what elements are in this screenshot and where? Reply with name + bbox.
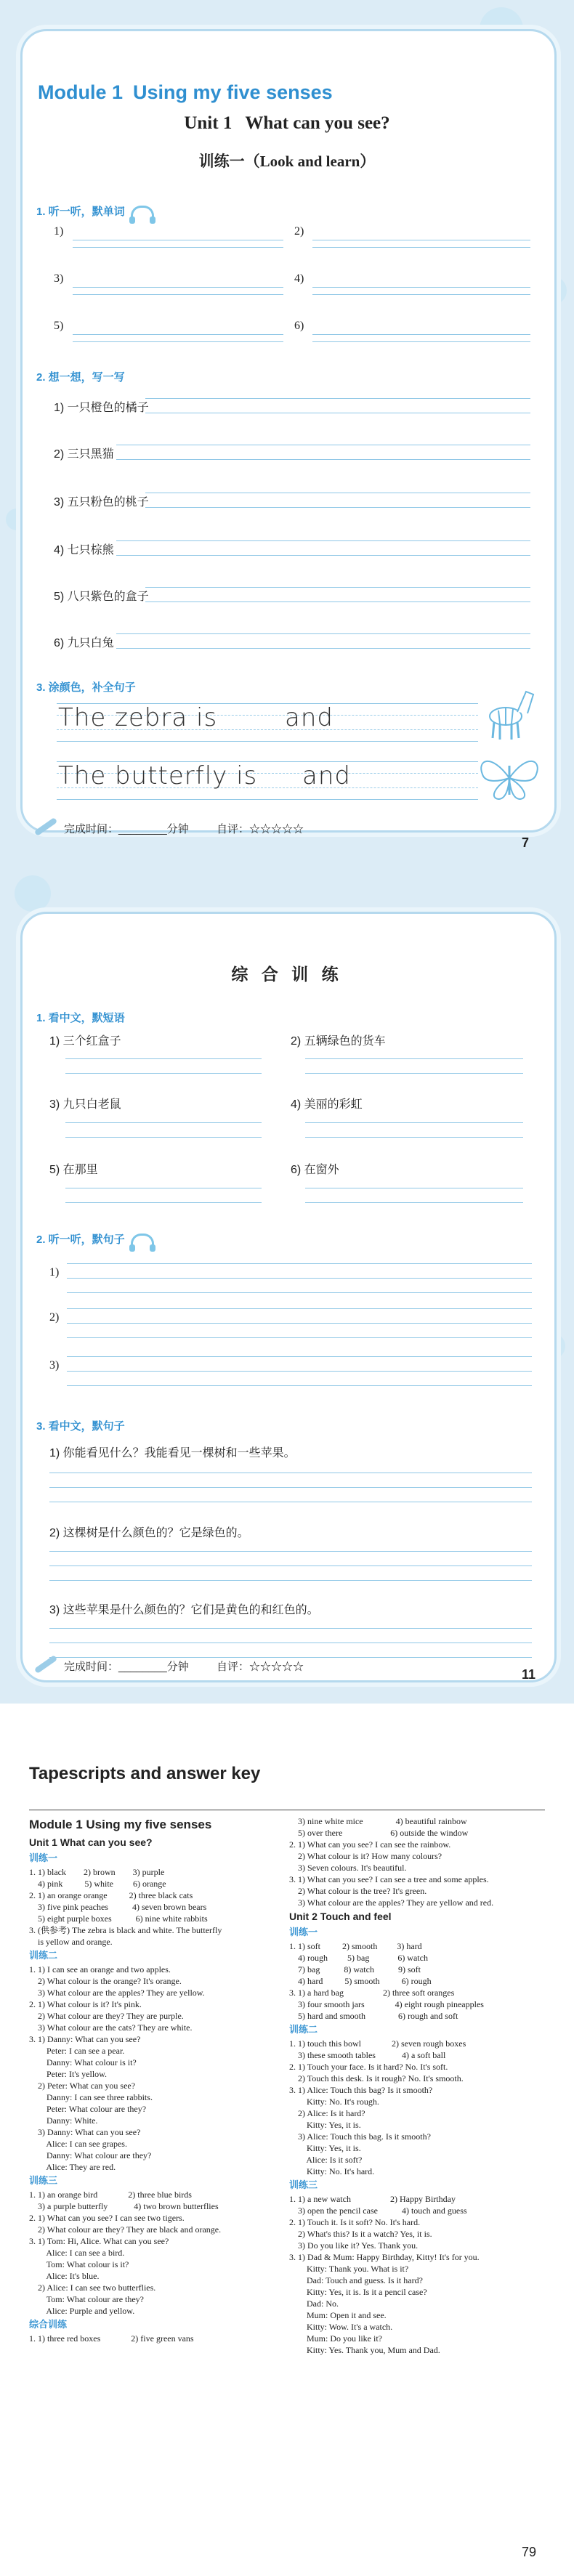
worksheet-page-7 [0, 0, 574, 868]
sentence-butterfly-start: The butterfly is [58, 761, 258, 790]
answer-line[interactable] [145, 587, 530, 588]
zebra-icon [484, 681, 539, 742]
phrase-prompt: 2) 五辆绿色的货车 [291, 1035, 386, 1048]
answer-line[interactable] [49, 1628, 532, 1629]
answer-line[interactable] [116, 540, 530, 541]
dictation-number: 3) [54, 272, 64, 285]
dictation-number: 4) [294, 272, 304, 285]
sentence-prompt: 3) 这些苹果是什么颜色的？它们是黄色的和红色的。 [49, 1604, 319, 1616]
section2-heading: 2. 想一想，写一写 [36, 371, 125, 384]
answer-line-text: 2) What colour is it? How many colours? [289, 1851, 442, 1861]
answer-line[interactable] [73, 334, 283, 335]
self-rating: 自评：☆☆☆☆☆ [217, 1661, 304, 1673]
answer-line-text: 1. 1) three red boxes 2) five green vans [29, 2333, 194, 2344]
answer-line-text: 4) rough 5) bag 6) watch [289, 1953, 428, 1963]
answer-line-text: is yellow and orange. [29, 1937, 113, 1947]
answer-key-right-column [289, 1815, 551, 2356]
answer-line-text: 2) What colour is the orange? It's orange. [29, 1976, 182, 1986]
page-number: 7 [522, 835, 530, 850]
answer-line-text: 2) Alice: Is it hard? [289, 2108, 365, 2118]
exercise-label: 综合训练 [29, 2319, 68, 2330]
dictation-number: 1) [54, 225, 64, 238]
answer-line-text: 3) these smooth tables 4) a soft ball [289, 2050, 446, 2060]
answer-line[interactable] [145, 398, 530, 399]
answer-line[interactable] [65, 1122, 262, 1123]
answer-line[interactable] [49, 1580, 532, 1581]
exercise-label: 训练二 [29, 1950, 58, 1961]
module-heading: Module 1 Using my five senses [29, 1818, 212, 1831]
dictation-number: 2) [294, 225, 304, 238]
answer-line-text: Kitty: No. It's rough. [289, 2097, 379, 2107]
writing-guide [57, 799, 478, 800]
answer-line[interactable] [65, 1202, 262, 1203]
dictation-number: 3) [49, 1359, 60, 1372]
answer-line[interactable] [49, 1657, 532, 1658]
answer-line-text: 2) What colour are they? They are black and orange. [29, 2224, 222, 2235]
phrase-prompt: 1) 一只橙色的橘子 [54, 402, 149, 414]
headphones-icon [131, 1234, 154, 1247]
exercise-label: 训练三 [29, 2175, 58, 2186]
module-title: Module 1 Using my five senses [38, 81, 333, 103]
answer-line-text: 3) four smooth jars 4) eight rough pineapples [289, 1999, 484, 2009]
answer-line-text: 3. 1) What can you see? I can see a tree and some apples. [289, 1874, 489, 1884]
exercise-label: 训练三 [289, 2179, 318, 2190]
writing-guide [57, 741, 478, 742]
page-number: 79 [522, 2545, 537, 2559]
answer-line[interactable] [116, 459, 530, 460]
exercise-title: 训练一（Look and learn） [198, 153, 376, 170]
answer-line-text: 4) hard 5) smooth 6) rough [289, 1976, 432, 1986]
answer-line[interactable] [67, 1292, 532, 1293]
section1-heading: 1. 看中文，默短语 [36, 1012, 125, 1024]
answer-line-text: Tom: What colour are they? [29, 2294, 145, 2304]
answer-line-text: 3) Alice: Touch this bag. Is it smooth? [289, 2131, 431, 2142]
answer-line[interactable] [312, 247, 530, 248]
answer-line[interactable] [67, 1337, 532, 1338]
answer-line[interactable] [312, 341, 530, 342]
answer-line[interactable] [73, 341, 283, 342]
answer-line-text: Dad: Touch and guess. Is it hard? [289, 2275, 423, 2285]
answer-line-text: 3) Danny: What can you see? [29, 2127, 141, 2137]
answer-line-text: 1. 1) I can see an orange and two apples. [29, 1964, 171, 1974]
sentence-prompt: 2) 这棵树是什么颜色的？它是绿色的。 [49, 1527, 249, 1539]
answer-line-text: 5) over there 6) outside the window [289, 1828, 469, 1838]
answer-line-text: 2) Touch this desk. Is it rough? No. It's smooth. [289, 2073, 464, 2083]
answer-line[interactable] [67, 1263, 532, 1264]
answer-line-text: 2) What's this? Is it a watch? Yes, it is. [289, 2229, 432, 2239]
answer-line-text: Peter: It's yellow. [29, 2069, 108, 2079]
answer-line-text: 2. 1) Touch your face. Is it hard? No. It's soft. [289, 2062, 448, 2072]
answer-line-text: Mum: Open it and see. [289, 2310, 387, 2320]
section2-heading: 2. 听一听，默句子 [36, 1231, 154, 1247]
answer-line[interactable] [116, 648, 530, 649]
answer-line-text: 3. 1) Danny: What can you see? [29, 2034, 141, 2044]
answer-line[interactable] [116, 633, 530, 634]
self-rating: 自评：☆☆☆☆☆ [217, 823, 304, 835]
answer-line-text: Alice: I can see grapes. [29, 2139, 127, 2149]
answer-line-text: 1. 1) soft 2) smooth 3) hard [289, 1941, 422, 1951]
answer-line[interactable] [73, 294, 283, 295]
answer-line-text: 5) eight purple boxes 6) nine white rabbits [29, 1913, 208, 1924]
answer-line-text: 2. 1) What can you see? I can see the rainbow. [289, 1839, 451, 1850]
exercise-label: 训练一 [289, 1927, 318, 1937]
section3-heading: 3. 看中文，默句子 [36, 1420, 125, 1433]
phrase-prompt: 6) 九只白兔 [54, 637, 114, 649]
answer-line-text: Mum: Do you like it? [289, 2333, 382, 2344]
phrase-prompt: 4) 美丽的彩虹 [291, 1098, 363, 1111]
answer-line-text: 4) pink 5) white 6) orange [29, 1879, 166, 1889]
answer-line[interactable] [73, 287, 283, 288]
answer-line-text: 3) What colour are the apples? They are yellow and red. [289, 1897, 494, 1908]
worksheet-page-11 [0, 868, 574, 1704]
answer-line-text: 3. 1) Alice: Touch this bag? Is it smooth? [289, 2085, 433, 2095]
answer-line[interactable] [116, 555, 530, 556]
sentence-zebra-and: and [285, 703, 334, 732]
answer-line-text: 5) hard and smooth 6) rough and soft [289, 2011, 458, 2021]
answer-line-text: 3) nine white mice 4) beautiful rainbow [289, 1816, 467, 1826]
answer-line-text: Peter: What colour are they? [29, 2104, 147, 2114]
phrase-prompt: 3) 五只粉色的桃子 [54, 496, 149, 509]
answer-line-text: 3. (供参考) The zebra is black and white. The butterfly [29, 1925, 222, 1935]
headphones-icon [131, 206, 154, 219]
answer-line-text: 3) open the pencil case 4) touch and guess [289, 2206, 467, 2216]
dictation-number: 5) [54, 320, 64, 332]
dictation-number: 2) [49, 1311, 60, 1324]
answer-line-text: 2) What colour is the tree? It's green. [289, 1886, 427, 1896]
answer-line[interactable] [67, 1356, 532, 1357]
answer-line[interactable] [67, 1385, 532, 1386]
answer-line-text: 7) bag 8) watch 9) soft [289, 1964, 421, 1974]
page-frame [20, 912, 557, 1682]
answer-line-text: 1. 1) an orange bird 2) three blue birds [29, 2190, 192, 2200]
phrase-prompt: 5) 在那里 [49, 1164, 98, 1176]
dictation-number: 1) [49, 1266, 60, 1279]
answer-line-text: Kitty: Thank you. What is it? [289, 2264, 409, 2274]
sentence-prompt: 1) 你能看见什么？我能看见一棵树和一些苹果。 [49, 1447, 296, 1459]
answer-line-text: 2) Alice: I can see two butterflies. [29, 2283, 156, 2293]
answer-line-text: Kitty: No. It's hard. [289, 2166, 375, 2176]
answer-line-text: Kitty: Wow. It's a watch. [289, 2322, 393, 2332]
answer-line-text: Danny: I can see three rabbits. [29, 2092, 153, 2102]
answer-line-text: Alice: Purple and yellow. [29, 2306, 135, 2316]
page-title: 综 合 训 练 [231, 965, 343, 984]
answer-line[interactable] [67, 1278, 532, 1279]
answer-line[interactable] [67, 1323, 532, 1324]
answer-line-text: 3) a purple butterfly 4) two brown butterflies [29, 2201, 219, 2211]
answer-line-text: 3) What colour are the cats? They are white. [29, 2022, 193, 2033]
answer-line-text: 1. 1) touch this bowl 2) seven rough boxes [289, 2038, 466, 2049]
section1-heading: 1. 听一听，默单词 [36, 203, 154, 219]
phrase-prompt: 4) 七只棕熊 [54, 544, 114, 556]
answer-line[interactable] [65, 1137, 262, 1138]
answer-line-text: Alice: It's blue. [29, 2271, 100, 2281]
answer-line[interactable] [312, 287, 530, 288]
completion-time: 完成时间：________分钟 [64, 823, 189, 835]
completion-time: 完成时间：________分钟 [64, 1661, 189, 1673]
answer-line-text: Alice: They are red. [29, 2162, 116, 2172]
page-number: 11 [522, 1667, 536, 1682]
butterfly-icon [477, 753, 542, 803]
answer-line[interactable] [305, 1122, 523, 1123]
answer-line-text: 3. 1) Tom: Hi, Alice. What can you see? [29, 2236, 169, 2246]
answer-line[interactable] [305, 1073, 523, 1074]
section3-heading: 3. 涂颜色，补全句子 [36, 681, 136, 694]
answer-line-text: 2. 1) an orange orange 2) three black cats [29, 1890, 193, 1900]
answer-line-text: Kitty: Yes, it is. Is it a pencil case? [289, 2287, 427, 2297]
answer-key-page-79 [0, 1704, 574, 2576]
answer-line-text: Alice: I can see a bird. [29, 2248, 125, 2258]
answer-key-heading: Tapescripts and answer key [29, 1764, 261, 1783]
answer-line-text: 3) five pink peaches 4) seven brown bears [29, 1902, 207, 1912]
answer-line[interactable] [312, 294, 530, 295]
answer-line[interactable] [305, 1202, 523, 1203]
answer-line-text: 2) Peter: What can you see? [29, 2081, 136, 2091]
answer-line[interactable] [312, 334, 530, 335]
phrase-prompt: 2) 三只黑猫 [54, 448, 114, 461]
answer-line-text: 1. 1) black 2) brown 3) purple [29, 1867, 165, 1877]
phrase-prompt: 3) 九只白老鼠 [49, 1098, 121, 1111]
answer-line-text: 3) Do you like it? Yes. Thank you. [289, 2240, 419, 2251]
unit-heading: Unit 1 What can you see? [29, 1836, 153, 1848]
answer-line-text: Danny: What colour are they? [29, 2150, 152, 2160]
sentence-butterfly-and: and [302, 761, 351, 790]
answer-line[interactable] [49, 1551, 532, 1552]
answer-key-left-column [29, 1815, 280, 2344]
dictation-number: 6) [294, 320, 304, 332]
answer-line-text: 3) What colour are the apples? They are yellow. [29, 1988, 205, 1998]
answer-line[interactable] [305, 1058, 523, 1059]
answer-line-text: Danny: White. [29, 2115, 98, 2126]
answer-line[interactable] [305, 1137, 523, 1138]
decorative-bubble [15, 875, 51, 912]
answer-line-text: 2) What colour are they? They are purple. [29, 2011, 184, 2021]
answer-line-text: 3. 1) a hard bag 2) three soft oranges [289, 1988, 455, 1998]
answer-line[interactable] [65, 1073, 262, 1074]
answer-line-text: Kitty: Yes. Thank you, Mum and Dad. [289, 2345, 440, 2355]
answer-line-text: Kitty: Yes, it is. [289, 2143, 361, 2153]
answer-line-text: 3. 1) Dad & Mum: Happy Birthday, Kitty! It's for you. [289, 2252, 480, 2262]
answer-line-text: Tom: What colour is it? [29, 2259, 129, 2269]
answer-line-text: 2. 1) What colour is it? It's pink. [29, 1999, 142, 2009]
answer-line-text: Alice: Is it soft? [289, 2155, 363, 2165]
unit-heading: Unit 2 Touch and feel [289, 1911, 392, 1922]
exercise-label: 训练一 [29, 1852, 58, 1863]
answer-line-text: 1. 1) a new watch 2) Happy Birthday [289, 2194, 456, 2204]
answer-line-text: Dad: No. [289, 2298, 339, 2309]
answer-line-text: 2. 1) Touch it. Is it soft? No. It's hard. [289, 2217, 421, 2227]
answer-line[interactable] [65, 1058, 262, 1059]
phrase-prompt: 5) 八只紫色的盒子 [54, 591, 149, 603]
phrase-prompt: 1) 三个红盒子 [49, 1035, 121, 1048]
answer-line-text: Kitty: Yes, it is. [289, 2120, 361, 2130]
answer-line[interactable] [73, 247, 283, 248]
answer-line[interactable] [67, 1371, 532, 1372]
answer-line-text: Danny: What colour is it? [29, 2057, 137, 2067]
answer-line[interactable] [49, 1487, 532, 1488]
phrase-prompt: 6) 在窗外 [291, 1164, 339, 1176]
sentence-zebra-start: The zebra is [58, 703, 218, 732]
answer-line[interactable] [145, 507, 530, 508]
answer-line-text: Peter: I can see a pear. [29, 2046, 125, 2056]
answer-line[interactable] [67, 1308, 532, 1309]
exercise-label: 训练二 [289, 2024, 318, 2035]
answer-line-text: 3) Seven colours. It's beautiful. [289, 1863, 407, 1873]
answer-line-text: 2. 1) What can you see? I can see two tigers. [29, 2213, 185, 2223]
unit-title: Unit 1 What can you see? [184, 113, 390, 133]
